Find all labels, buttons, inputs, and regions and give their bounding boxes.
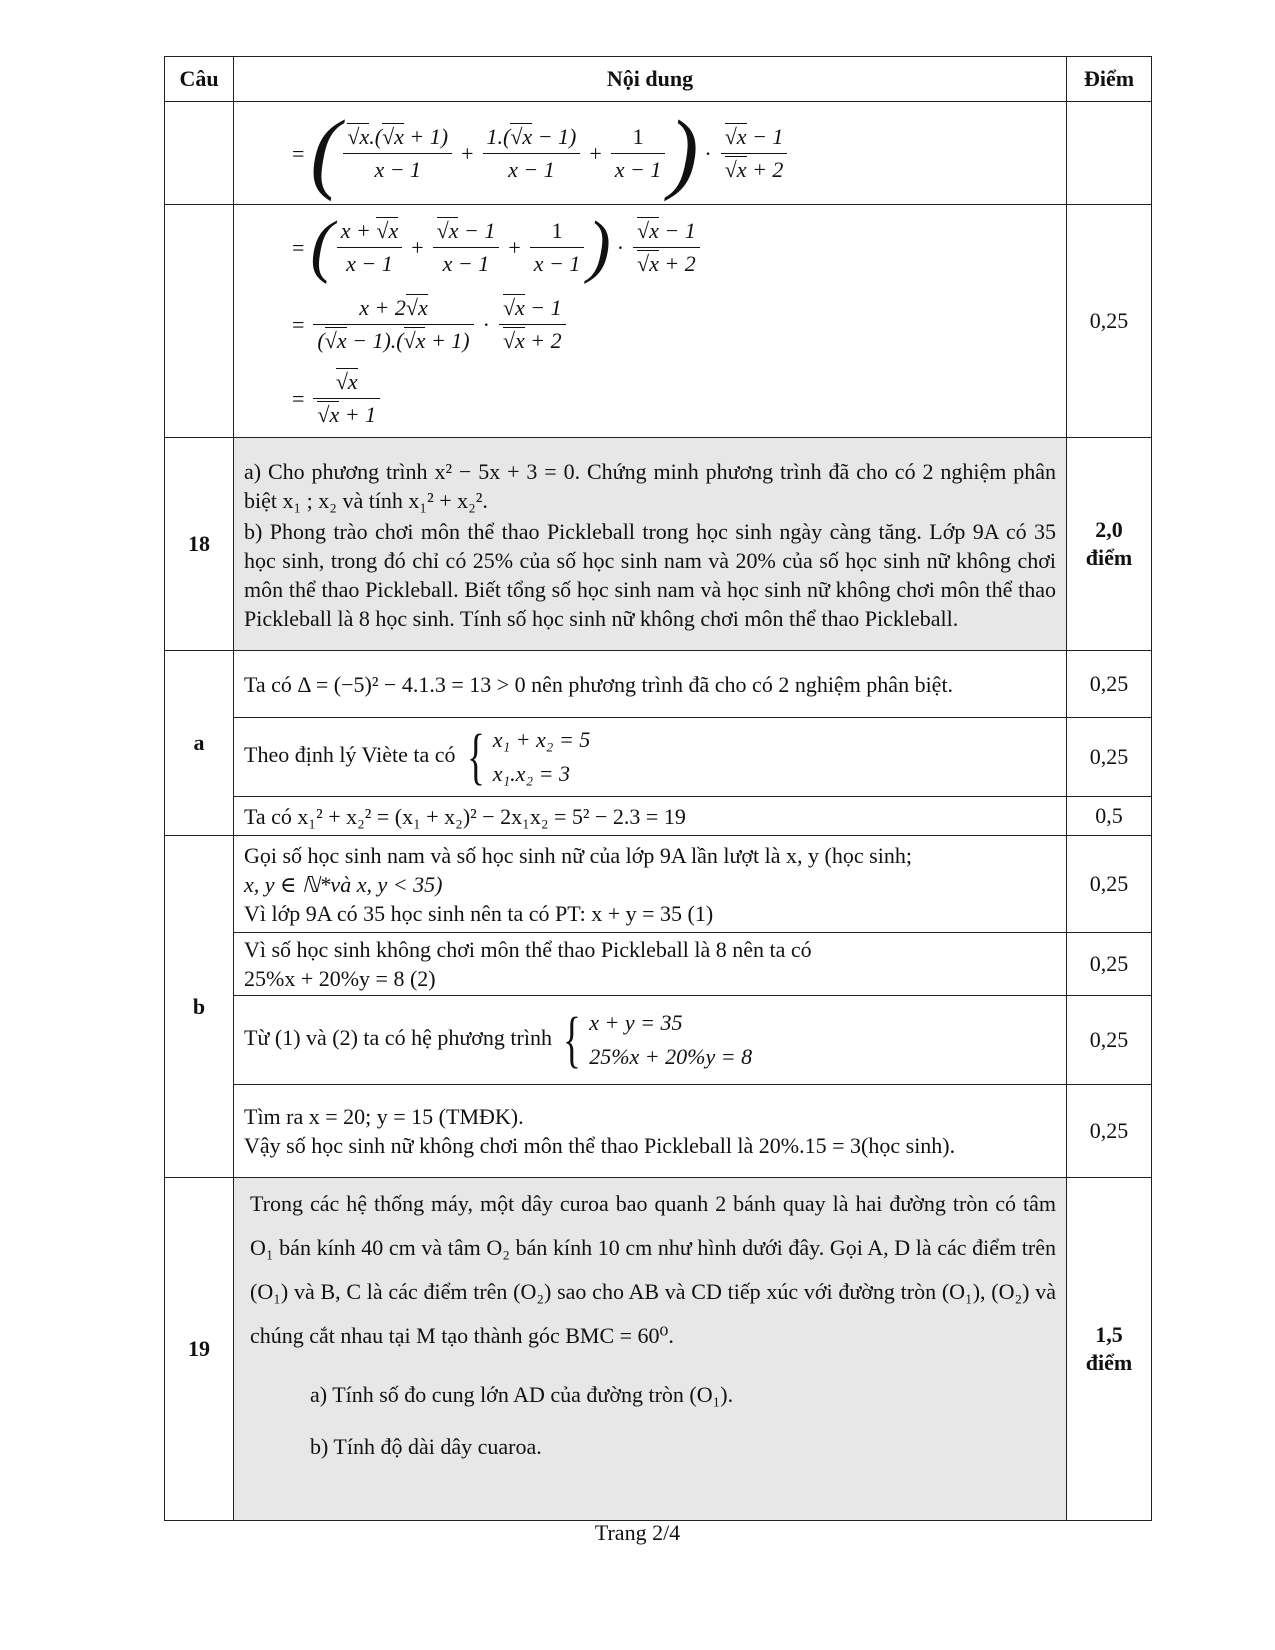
q18b-row3-points: 0,25 — [1067, 996, 1152, 1085]
q18a-row1 — [165, 651, 1152, 718]
q17-empty-number-cell — [165, 102, 234, 205]
q18a-viete-sum: x₁ + x₂ = 5 — [492, 727, 591, 752]
page-number-footer: Trang 2/4 — [594, 1520, 681, 1545]
q18b-setup-line3: Vì lớp 9A có 35 học sinh nên ta có PT: x + y = 35 (1) — [244, 900, 714, 926]
q17-step2-points: 0,25 — [1067, 205, 1152, 438]
q18b-answer: Vậy số học sinh nữ không chơi môn thể thao Pickleball là 20%.15 = 3(học sinh). — [244, 1133, 956, 1158]
q19-part-a-text: a) Tính số đo cung lớn AD của đường tròn (O₁). — [310, 1382, 734, 1407]
q18a-sum-squares: Ta có x₁² + x₂² = (x₁ + x₂)² − 2x₁x₂ = 5² − 2.3 = 19 — [234, 797, 1067, 836]
q18a-row2-points: 0,25 — [1067, 718, 1152, 797]
q17-step1-formula: = ( √ $\frac{x.(√ x + 1)}{x - 1}$ + $\frac{1.(√ x - 1)}{x - 1}$ + $\frac{1}{x - 1}$ ) · √ x − 1 √ x + 2 — [234, 102, 1067, 205]
q17-step1-points — [1067, 102, 1152, 205]
q18b-setup — [234, 836, 1067, 933]
q18a-row3 — [165, 797, 1152, 836]
q18b-system — [234, 996, 1067, 1085]
q18b-row2-points: 0,25 — [1067, 933, 1152, 996]
q19-points — [1067, 1178, 1152, 1521]
answer-key-table — [164, 56, 1152, 1521]
q18b-equation2 — [234, 933, 1067, 996]
table-header-row — [165, 57, 1152, 102]
q18b-label: b — [165, 836, 234, 1178]
q18b-system-eq1: x + y = 35 — [589, 1010, 683, 1035]
q18-points-value: 2,0 — [1095, 517, 1123, 542]
q18b-setup-line1: Gọi số học sinh nam và số học sinh nữ của lớp 9A lần lượt là x, y (học sinh; — [244, 842, 912, 868]
q19-statement — [234, 1178, 1067, 1521]
header-noi-dung: Nội dung — [234, 57, 1067, 102]
q18a-row3-points: 0,5 — [1067, 797, 1152, 836]
q18b-eq2-line2: 25%x + 20%y = 8 (2) — [244, 966, 436, 991]
q18b-row2 — [165, 933, 1152, 996]
q18-part-b-text: b) Phong trào chơi môn thể thao Pickleball trong học sinh ngày càng tăng. Lớp 9A có 35 học sinh, trong đó chỉ có 25% của số học sinh nam và 20% của số học sinh nữ không chơi môn thể thao Pickleball. Biết tổng số học sinh nam và học sinh nữ không chơi môn thể thao Pickleball là 8 học sinh. Tính số học sinh nữ không chơi môn thể thao Pickleball. — [244, 519, 1056, 631]
q19-points-unit: điểm — [1085, 1350, 1133, 1375]
q18b-row4 — [165, 1085, 1152, 1178]
q19-statement-row — [165, 1178, 1152, 1521]
q18-points — [1067, 438, 1152, 651]
q18b-result: Tìm ra x = 20; y = 15 (TMĐK). — [244, 1104, 524, 1129]
q17-empty-number-cell-2 — [165, 205, 234, 438]
q18a-viete-system: { x₁ + x₂ = 5 x₁.x₂ = 3 — [466, 723, 591, 791]
q18b-row3 — [165, 996, 1152, 1085]
q18b-eq2-line1: Vì số học sinh không chơi môn thể thao Pickleball là 8 nên ta có — [244, 937, 812, 962]
q19-points-value: 1,5 — [1095, 1322, 1123, 1347]
q17-step2-formulas: = ( $\frac{x + √ x}{x - 1}$ + √ $\frac{x - 1}{x - 1}$ + $\frac{1}{x - 1}$ ) · √ x − 1 √ x + 2 = $\frac{x + 2√ x}{(√ x - 1).(√ x + 1)}$ · √ x − 1 √ x + 2 = √ x √ x + 1 — [234, 205, 1067, 438]
header-diem: Điểm — [1067, 57, 1152, 102]
answer-key-table-container — [164, 56, 1152, 1521]
q18-statement — [234, 438, 1067, 651]
q18b-system-eq2: 25%x + 20%y = 8 — [589, 1044, 753, 1069]
q19-intro-text: Trong các hệ thống máy, một dây curoa bao quanh 2 bánh quay là hai đường tròn có tâm O₁ bán kính 40 cm và tâm O₂ bán kính 10 cm như hình dưới đây. Gọi A, D là các điểm trên (O₁) và B, C là các điểm trên (O₂) sao cho AB và CD tiếp xúc với đường tròn (O₁), (O₂) và chúng cắt nhau tại M tạo thành góc BMC = 60⁰. — [250, 1191, 1056, 1348]
q18b-setup-line2: x, y ∈ ℕ*và x, y < 35) — [244, 871, 443, 897]
q19-number: 19 — [165, 1178, 234, 1521]
q18b-row1-points: 0,25 — [1067, 836, 1152, 933]
q18a-discriminant: Ta có Δ = (−5)² − 4.1.3 = 13 > 0 nên phương trình đã cho có 2 nghiệm phân biệt. — [234, 651, 1067, 718]
q18a-row2 — [165, 718, 1152, 797]
q18b-row4-points: 0,25 — [1067, 1085, 1152, 1178]
q18a-viete — [234, 718, 1067, 797]
q18-number: 18 — [165, 438, 234, 651]
q17-step1-row — [165, 102, 1152, 205]
q19-part-b-text: b) Tính độ dài dây cuaroa. — [310, 1434, 542, 1459]
q17-step2-row — [165, 205, 1152, 438]
q18a-viete-product: x₁.x₂ = 3 — [492, 761, 570, 786]
q18b-row1 — [165, 836, 1152, 933]
header-cau: Câu — [165, 57, 234, 102]
q18-part-a-text: a) Cho phương trình x² − 5x + 3 = 0. Chứng minh phương trình đã cho có 2 nghiệm phân biệt x₁ ; x₂ và tính x₁² + x₂². — [244, 459, 1056, 513]
q18a-viete-prefix: Theo định lý Viète ta có — [244, 742, 456, 768]
q18b-system-brace: { x + y = 35 25%x + 20%y = 8 — [563, 1006, 753, 1074]
q18-points-unit: điểm — [1085, 545, 1133, 570]
q18b-system-prefix: Từ (1) và (2) ta có hệ phương trình — [244, 1025, 552, 1051]
q18a-label: a — [165, 651, 234, 836]
q18-statement-row — [165, 438, 1152, 651]
q18a-row1-points: 0,25 — [1067, 651, 1152, 718]
q18b-conclusion — [234, 1085, 1067, 1178]
